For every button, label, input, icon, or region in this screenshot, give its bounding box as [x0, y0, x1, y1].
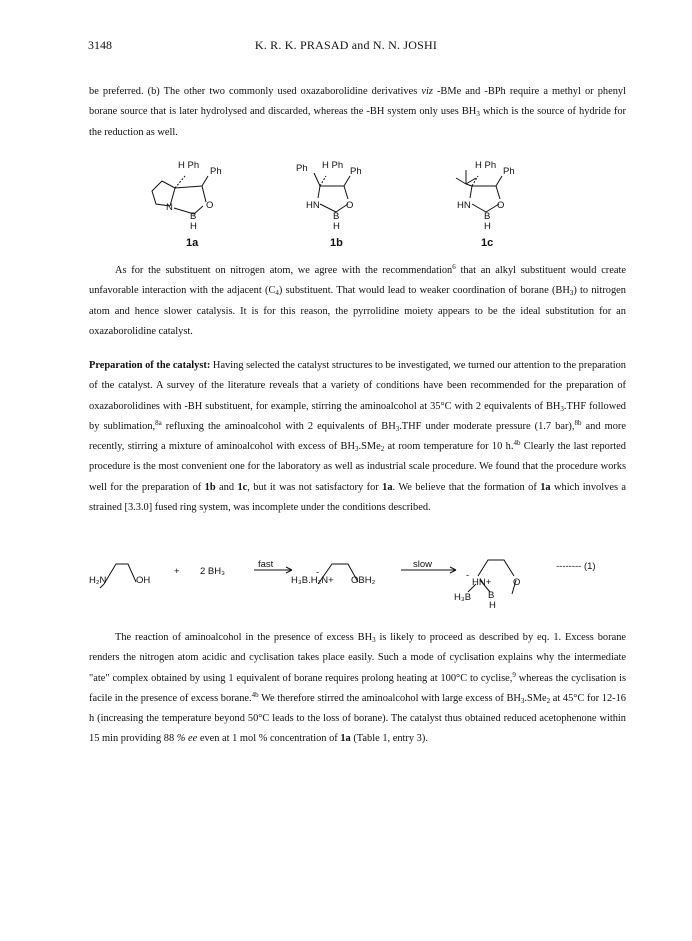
- eq-product-h3b: H₃B: [454, 592, 472, 603]
- s1a-o: O: [206, 200, 214, 211]
- s1c-h: H: [484, 221, 491, 232]
- compound-label-1a: 1a: [186, 237, 199, 249]
- s1a-n: N: [166, 202, 173, 213]
- eq-intermediate-left: H₃B.H₂N+: [291, 575, 334, 586]
- s1a-b: B: [190, 211, 197, 222]
- s1b-hn: HN: [306, 200, 320, 211]
- s1b-ph: Ph: [350, 166, 362, 177]
- s1c-o: O: [497, 200, 505, 211]
- paragraph-reaction-mechanism: The reaction of aminoalcohol in the presence of excess $BH_3$ is likely to proceed as described by eq. 1. Excess borane renders the nitrogen atom acidic and cyclisation takes place easily. Such a mode of cyclisation explains why the intermediate "ate" complex obtained by using 1 equivalent of borane requires prolong heating at 100°C to cyclise,$^9$ whereas the cyclisation is facile in the presence of excess borane.$^{4b}$ We therefore stirred the aminoalcohol with large excess of $BH_3.SMe_2$ at 45°C for 12-16 h (increasing the temperature beyond 50°C leads to the loss of borane). The catalyst thus obtained reduced acetophenone within 15 min providing 88 % ee even at 1 mol % concentration of 1a (Table 1, entry 3).: [89, 632, 626, 745]
- s1a-h-ph: H Ph: [178, 160, 200, 171]
- s1b-ph-left: Ph: [296, 163, 308, 174]
- s1a-h: H: [190, 221, 197, 232]
- s1b-h: H: [333, 221, 340, 232]
- s1b-b: B: [333, 211, 340, 222]
- s1c-hn: HN: [457, 200, 471, 211]
- s1c-h-ph: H Ph: [475, 160, 497, 171]
- eq-fast: fast: [258, 559, 274, 570]
- page-number: 3148: [88, 38, 112, 52]
- eq-reagent: 2 BH₃: [200, 566, 225, 577]
- eq-plus: +: [174, 566, 180, 577]
- eq-product-b: B: [488, 590, 495, 601]
- eq-obh2: OBH₂: [351, 575, 376, 586]
- compound-label-1b: 1b: [330, 237, 343, 249]
- s1b-o: O: [346, 200, 354, 211]
- eq-slow: slow: [413, 559, 433, 570]
- eq-product-minus: -: [466, 570, 470, 581]
- paragraph-nitrogen-substituent: As for the substituent on nitrogen atom, we agree with the recommendation$^6$ that an alkyl substituent would create unfavorable interaction with the adjacent $(C_4)$ substituent. That would lead to weaker coordination of borane $(BH_3)$ to nitrogen atom and hence slower catalysis. It is for this reason, the pyrrolidine moiety appears to be the ideal substitution for an oxazaborolidine catalyst.: [89, 263, 626, 337]
- eq-oh: OH: [136, 575, 151, 586]
- running-head: K. R. K. PRASAD and N. N. JOSHI: [254, 38, 438, 52]
- eq-minus: -: [316, 567, 320, 578]
- paragraph-catalyst-preparation: Preparation of the catalyst: Having selected the catalyst structures to be investigated, we turned our attention to the preparation of the catalyst. A survey of the literature reveals that a variety of conditions have been recommended for the preparation of oxazaborolidines with -BH substituent, for example, stirring the aminoalcohol at 35°C with 2 equivalents of $BH_3.THF$ followed by sublimation,$^{8a}$ refluxing the aminoalcohol with 2 equivalents of $BH_3.THF$ under moderate pressure (1.7 bar),$^{8b}$ and more recently, stirring a mixture of aminoalcohol with excess of $BH_3.SMe_2$ at room temperature for 10 h.$^{4b}$ Clearly the last reported procedure is the most convenient one for the laboratory as well as industrial scale procedure. We found that the procedure works well for the preparation of 1b and 1c, but it was not satisfactory for 1a. We believe that the formation of 1a which involves a strained [3.3.0] fused ring system, was incomplete under the conditions described.: [89, 360, 626, 514]
- section-heading: Preparation of the catalyst:: [89, 360, 211, 371]
- s1c-b: B: [484, 211, 491, 222]
- s1c-ph: Ph: [503, 166, 515, 177]
- eq-h2n: H₂N: [89, 575, 107, 586]
- eq-product-hn: HN+: [472, 577, 492, 588]
- paragraph-intro: be preferred. (b) The other two commonly used oxazaborolidine derivatives viz -BMe and -BPh require a methyl or phenyl borane source that is later hydrolysed and discarded, whereas the -BH system only uses $BH_3$ which is the source of hydride for the reduction as well.: [89, 86, 626, 138]
- compound-label-1c: 1c: [481, 237, 494, 249]
- eq-product-h: H: [489, 600, 496, 611]
- s1b-h-ph: H Ph: [322, 160, 344, 171]
- equation-number: -------- (1): [556, 561, 596, 572]
- s1a-ph: Ph: [210, 166, 222, 177]
- eq-product-o: O: [513, 577, 521, 588]
